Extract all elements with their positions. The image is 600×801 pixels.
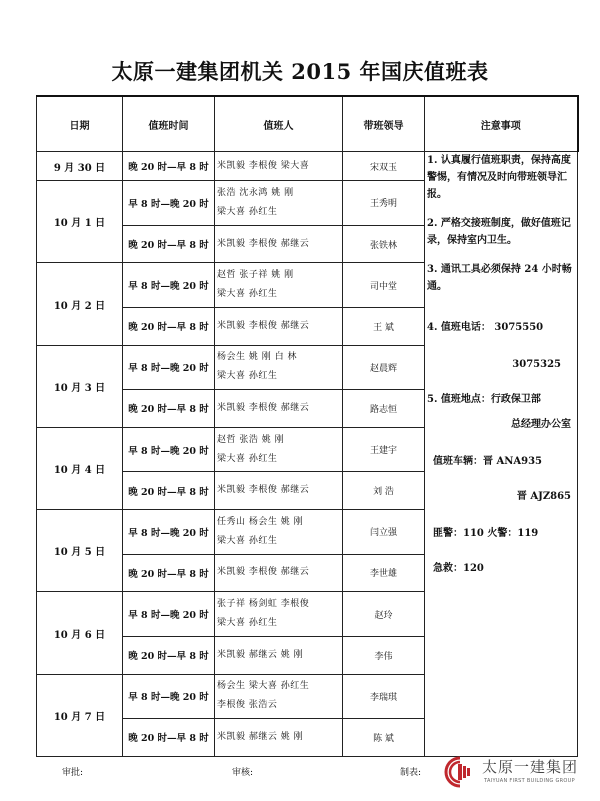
note-item: 急救：120 <box>433 563 484 574</box>
staff-line: 张浩 沈永鸿 姚 刚 <box>217 187 294 198</box>
page-title: 太原一建集团机关 2015 年国庆值班表 <box>111 59 489 84</box>
staff-line: 米凯毅 李根俊 郝继云 <box>217 320 310 331</box>
staff-line: 米凯毅 李根俊 郝继云 <box>217 567 310 578</box>
leader-cell: 司中堂 <box>343 263 425 307</box>
note-item: 5. 值班地点：行政保卫部 <box>427 394 541 405</box>
staff-cell <box>215 718 343 756</box>
shift-time: 晚 20 时—早 8 时 <box>123 554 215 592</box>
header-row <box>37 96 578 152</box>
staff-cell <box>215 554 343 592</box>
staff-line: 米凯毅 李根俊 郝继云 <box>217 402 310 413</box>
logo-mark-icon <box>444 756 476 788</box>
shift-time: 早 8 时—晚 20 时 <box>123 510 215 554</box>
staff-cell <box>215 636 343 674</box>
duty-table <box>36 95 579 757</box>
notes-cell <box>425 152 578 757</box>
staff-line: 杨会生 梁大喜 孙红生 <box>217 681 310 692</box>
logo-text-en: TAIYUAN FIRST BUILDING GROUP <box>484 778 575 784</box>
leader-cell: 赵玲 <box>343 592 425 636</box>
note-item: 3075325 <box>512 359 561 370</box>
shift-time: 早 8 时—晚 20 时 <box>123 674 215 718</box>
company-logo <box>444 754 594 794</box>
shift-time: 早 8 时—晚 20 时 <box>123 345 215 389</box>
date-cell: 10 月 5 日 <box>37 510 123 592</box>
note-item: 2. 严格交接班制度，做好值班记录，保持室内卫生。 <box>427 218 571 246</box>
note-item: 3. 通讯工具必须保持 24 小时畅通。 <box>427 264 572 292</box>
staff-line: 张子祥 杨剑虹 李根俊 <box>217 599 310 610</box>
leader-cell: 刘 浩 <box>343 472 425 510</box>
staff-cell <box>215 307 343 345</box>
shift-time: 晚 20 时—早 8 时 <box>123 472 215 510</box>
footer-audit: 审核: <box>232 768 254 778</box>
shift-time: 早 8 时—晚 20 时 <box>123 592 215 636</box>
leader-cell: 陈 斌 <box>343 718 425 756</box>
shift-time: 早 8 时—晚 20 时 <box>123 181 215 225</box>
date-cell: 10 月 3 日 <box>37 345 123 427</box>
staff-cell <box>215 390 343 428</box>
leader-cell: 李瑞琪 <box>343 674 425 718</box>
note-item: 值班车辆：晋 ANA935 <box>433 456 543 467</box>
staff-cell <box>215 181 343 225</box>
staff-cell <box>215 152 343 181</box>
note-item: 晋 AJZ865 <box>516 491 571 502</box>
staff-line: 杨会生 姚 刚 白 林 <box>217 352 297 363</box>
staff-line: 李根俊 张浩云 <box>217 700 278 711</box>
note-item: 4. 值班电话： 3075550 <box>427 322 544 333</box>
leader-cell: 王秀明 <box>343 181 425 225</box>
staff-line: 米凯毅 郝继云 姚 刚 <box>217 649 304 660</box>
leader-cell: 宋双玉 <box>343 152 425 181</box>
staff-line: 米凯毅 李根俊 梁大喜 <box>217 160 310 171</box>
staff-cell <box>215 592 343 636</box>
leader-cell: 李世雄 <box>343 554 425 592</box>
leader-cell: 李伟 <box>343 636 425 674</box>
staff-line: 梁大喜 孙红生 <box>217 618 278 629</box>
header-leader: 带班领导 <box>343 96 425 152</box>
logo-text-cn: 太原一建集团 <box>482 758 579 776</box>
header-staff: 值班人 <box>215 96 343 152</box>
note-item: 总经理办公室 <box>511 419 571 430</box>
leader-cell: 闫立强 <box>343 510 425 554</box>
staff-line: 梁大喜 孙红生 <box>217 535 278 546</box>
staff-cell <box>215 225 343 263</box>
leader-cell: 王 斌 <box>343 307 425 345</box>
leader-cell: 张铁林 <box>343 225 425 263</box>
shift-time: 晚 20 时—早 8 时 <box>123 307 215 345</box>
shift-time: 晚 20 时—早 8 时 <box>123 225 215 263</box>
staff-line: 米凯毅 李根俊 郝继云 <box>217 238 310 249</box>
staff-line: 米凯毅 李根俊 郝继云 <box>217 485 310 496</box>
footer-maker: 制表: <box>400 768 422 778</box>
staff-line: 梁大喜 孙红生 <box>217 371 278 382</box>
staff-line: 梁大喜 孙红生 <box>217 206 278 217</box>
shift-time: 晚 20 时—早 8 时 <box>123 390 215 428</box>
staff-line: 赵哲 张子祥 姚 刚 <box>217 270 294 281</box>
header-notes: 注意事项 <box>425 96 578 152</box>
shift-time: 晚 20 时—早 8 时 <box>123 152 215 181</box>
date-cell: 10 月 1 日 <box>37 181 123 263</box>
note-item: 匪警：110 火警：119 <box>433 528 539 539</box>
date-cell: 10 月 2 日 <box>37 263 123 345</box>
shift-time: 早 8 时—晚 20 时 <box>123 263 215 307</box>
table-row <box>37 152 578 181</box>
staff-line: 梁大喜 孙红生 <box>217 453 278 464</box>
footer-review: 审批: <box>62 768 84 778</box>
leader-cell: 赵晨辉 <box>343 345 425 389</box>
shift-time: 晚 20 时—早 8 时 <box>123 718 215 756</box>
shift-time: 晚 20 时—早 8 时 <box>123 636 215 674</box>
date-cell: 10 月 4 日 <box>37 427 123 509</box>
header-date: 日期 <box>37 96 123 152</box>
leader-cell: 路志恒 <box>343 390 425 428</box>
date-cell: 10 月 7 日 <box>37 674 123 756</box>
staff-line: 任秀山 杨会生 姚 刚 <box>217 516 304 527</box>
staff-cell <box>215 345 343 389</box>
date-cell: 10 月 6 日 <box>37 592 123 674</box>
staff-cell <box>215 674 343 718</box>
staff-cell <box>215 427 343 471</box>
header-time: 值班时间 <box>123 96 215 152</box>
staff-cell <box>215 472 343 510</box>
shift-time: 早 8 时—晚 20 时 <box>123 427 215 471</box>
note-item: 1. 认真履行值班职责，保持高度警惕，有情况及时向带班领导汇报。 <box>427 155 571 200</box>
staff-cell <box>215 263 343 307</box>
staff-line: 米凯毅 郝继云 姚 刚 <box>217 731 304 742</box>
leader-cell: 王建宇 <box>343 427 425 471</box>
date-cell: 9 月 30 日 <box>37 152 123 181</box>
staff-line: 赵哲 张浩 姚 刚 <box>217 434 285 445</box>
staff-line: 梁大喜 孙红生 <box>217 289 278 300</box>
staff-cell <box>215 510 343 554</box>
